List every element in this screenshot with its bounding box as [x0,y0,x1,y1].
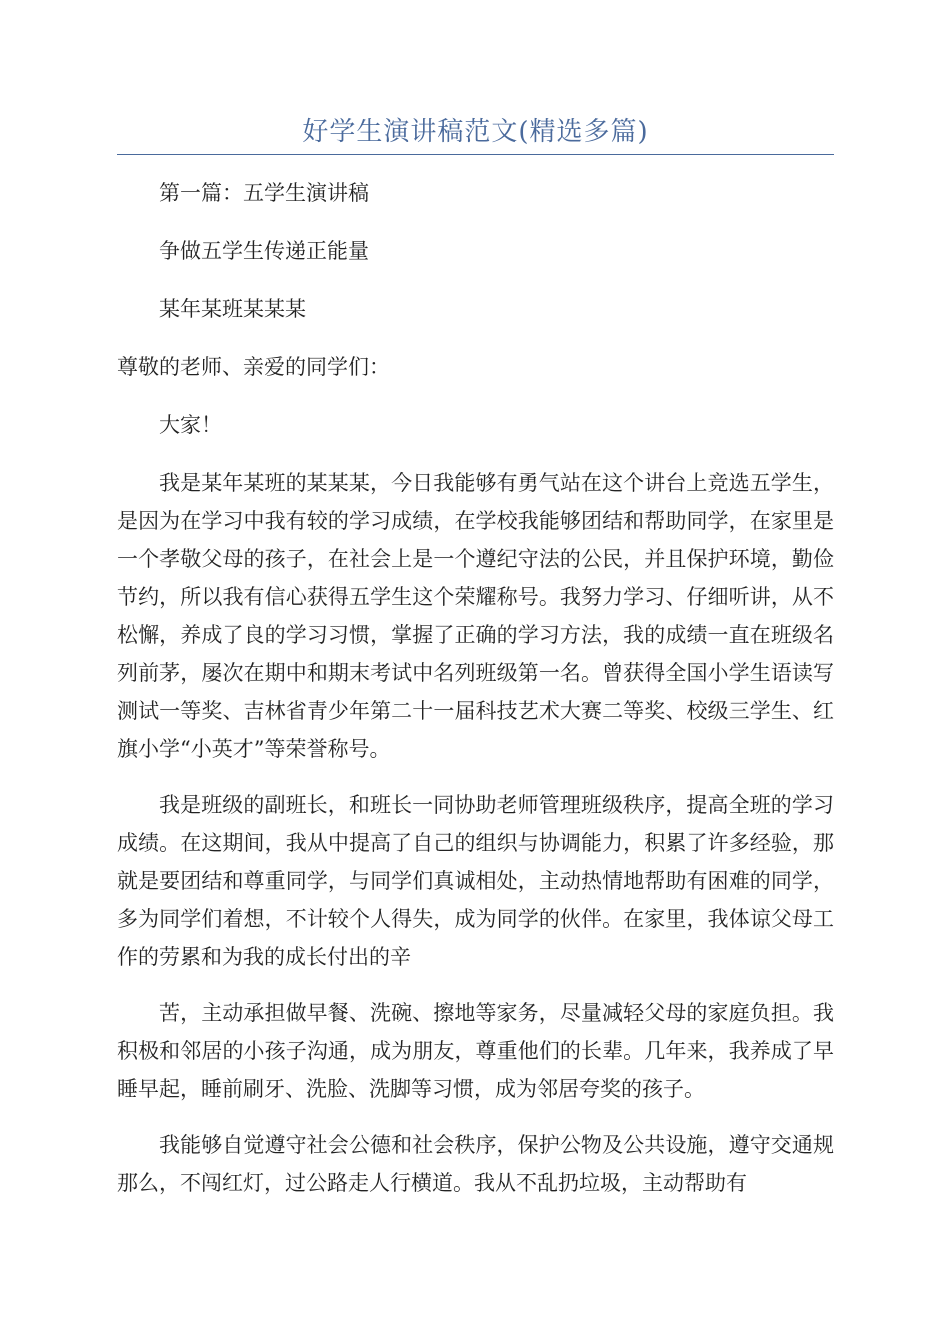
speaker-line: 某年某班某某某 [159,297,306,321]
body-paragraph: 我是某年某班的某某某，今日我能够有勇气站在这个讲台上竞选五学生，是因为在学习中我有较的学习成绩，在学校我能够团结和帮助同学，在家里是一个孝敬父母的孩子，在社会上是一个遵纪守法的公民，并且保护环境，勤俭节约，所以我有信心获得五学生这个荣耀称号。我努力学习、仔细听讲，从不松懈，养成了良的学习习惯，掌握了正确的学习方法，我的成绩一直在班级名列前茅，屡次在期中和期末考试中名列班级第一名。曾获得全国小学生语读写测试一等奖、吉林省青少年第二十一届科技艺术大赛二等奖、校级三学生、红旗小学“小英才”等荣誉称号。 [117,471,834,761]
document-body [117,174,834,1202]
document-title: 好学生演讲稿范文(精选多篇) [302,117,649,147]
greeting: 大家！ [159,413,222,437]
body-paragraph: 我能够自觉遵守社会公德和社会秩序，保护公物及公共设施，遵守交通规那么，不闯红灯，过公路走人行横道。我从不乱扔垃圾，主动帮助有 [117,1133,834,1195]
title-underline [117,154,834,155]
section-heading: 第一篇：五学生演讲稿 [159,181,369,205]
speech-title: 争做五学生传递正能量 [159,239,369,263]
salutation: 尊敬的老师、亲爱的同学们： [117,355,390,379]
body-paragraph: 我是班级的副班长，和班长一同协助老师管理班级秩序，提高全班的学习成绩。在这期间，我从中提高了自己的组织与协调能力，积累了许多经验，那就是要团结和尊重同学，与同学们真诚相处，主动热情地帮助有困难的同学，多为同学们着想，不计较个人得失，成为同学的伙伴。在家里，我体谅父母工作的劳累和为我的成长付出的辛 [117,793,834,969]
body-paragraph: 苦，主动承担做早餐、洗碗、擦地等家务，尽量减轻父母的家庭负担。我积极和邻居的小孩子沟通，成为朋友，尊重他们的长辈。几年来，我养成了早睡早起，睡前刷牙、洗脸、洗脚等习惯，成为邻居夸奖的孩子。 [117,1001,834,1101]
